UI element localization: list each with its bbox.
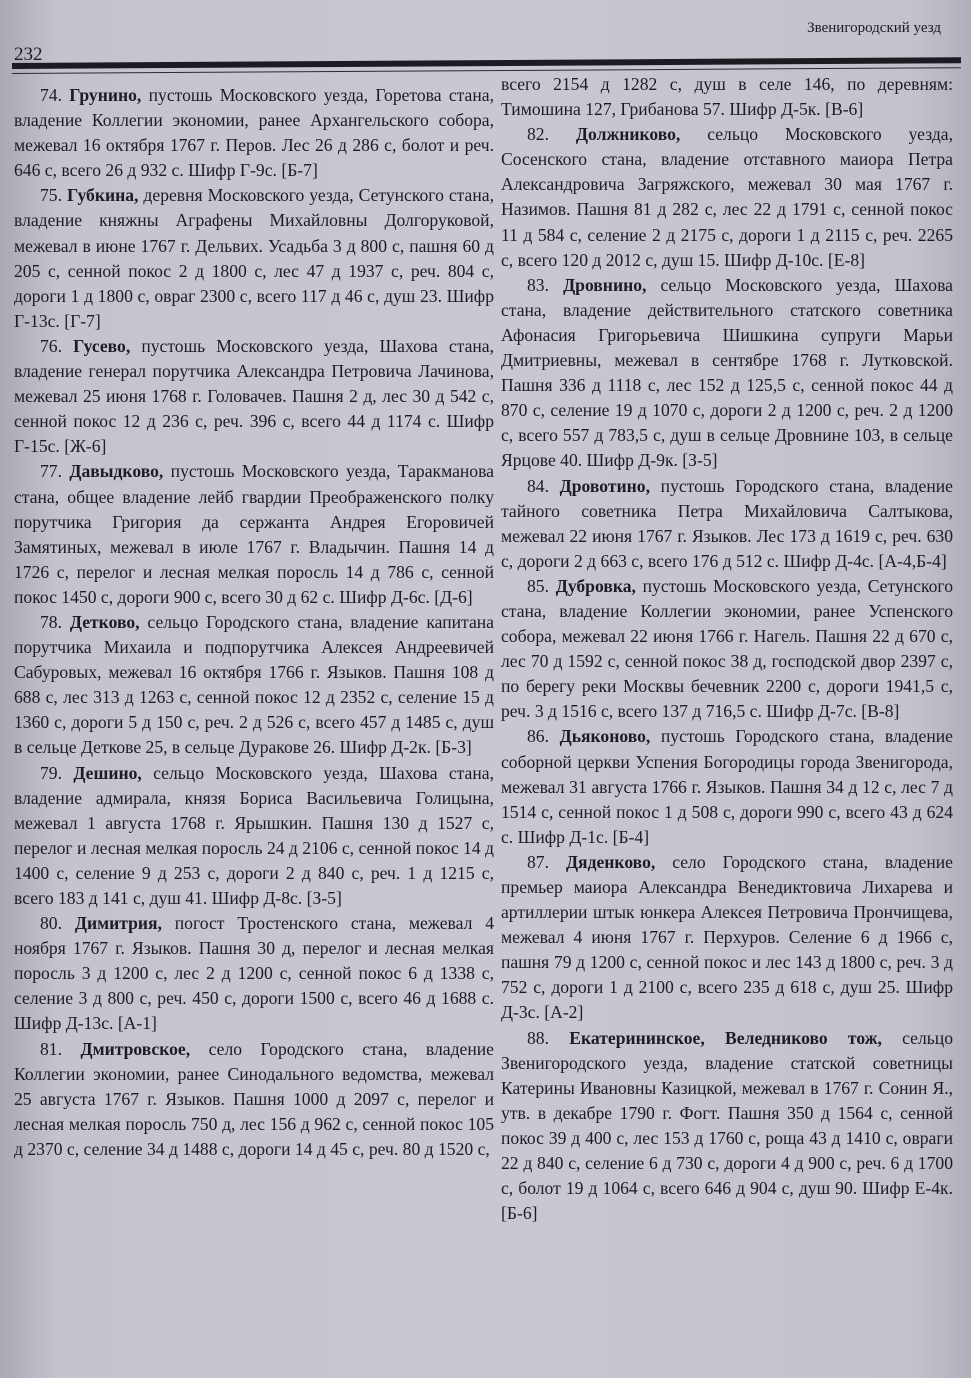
entry-text: пустошь Московского уезда, Сетунского стана, владение Коллегии экономии, ранее Успенского собора, межевал 22 июня 1766 г. Нагель. Пашня 22 д 670 с, лес 70 д 1592 с, сенной покос 38 д, господской двор 2397 с, по берегу реки Москвы бечевник 2200 с, дороги 1941,5 с, реч. 3 д 1516 с, всего 137 д 716,5 с. Шифр Д-7с. [В-8] (501, 575, 953, 722)
entry-number: 82. (527, 124, 549, 145)
entry-75 (14, 183, 494, 334)
entry-name: Дубровка, (555, 575, 636, 596)
entry-number: 75. (40, 185, 62, 206)
running-title: Звенигородский уезд (807, 20, 941, 36)
entry-number: 84. (527, 475, 549, 496)
entry-text: пустошь Московского уезда, Горетова стана, владение Коллегии экономии, ранее Архангельского собора, межевал 16 октября 1767 г. Перов. Лес 26 д 286 с, болот и реч. 646 с, всего 26 д 932 с. Шифр Г-9с. [Б-7] (14, 85, 494, 181)
entry-88 (501, 1026, 953, 1227)
entry-81 (14, 1037, 494, 1162)
entry-text: село Городского стана, владение Коллегии экономии, ранее Синодального ведомства, межевал 25 августа 1767 г. Языков. Пашня 1000 д 2097 с, перелог и лесная мелкая поросль 750 д, лес 156 д 962 с, сенной покос 105 д 2370 с, селение 34 д 1488 с, дороги 14 д 45 с, реч. 80 д 1520 с, (14, 1038, 494, 1159)
entry-name: Дьяконово, (559, 726, 651, 747)
entry-name: Дешино, (73, 762, 142, 783)
entry-83 (501, 273, 953, 474)
entry-text: сельцо Московского уезда, Шахова стана, владение адмирала, князя Бориса Васильевича Голицына, межевал 1 августа 1768 г. Ярышкин. Пашня 130 д 1527 с, перелог и лесная мелкая поросль 24 д 2106 с, сенной покос 14 д 1400 с, селение 9 д 253 с, дороги 2 д 840 с, реч. 1 д 1215 с, всего 183 д 141 с, душ 41. Шифр Д-8с. [З-5] (14, 762, 495, 908)
entry-text: погост Тростенского стана, межевал 4 ноября 1767 г. Языков. Пашня 30 д, перелог и лесная мелкая поросль 3 д 1200 с, лес 2 д 1200 с, сенной покос 6 д 1338 с, селение 3 д 800 с, реч. 450 с, дороги 1500 с, всего 46 д 1688 с. Шифр Д-13с. [А-1] (14, 913, 494, 1034)
entry-number: 80. (40, 913, 62, 934)
entry-78 (14, 610, 494, 761)
entry-number: 77. (40, 461, 62, 482)
right-column (501, 72, 953, 1226)
entry-84 (501, 474, 953, 574)
entry-name: Дмитровское, (80, 1038, 191, 1059)
entry-87 (501, 850, 953, 1026)
entry-text: пустошь Городского стана, владение тайного советника Петра Михайловича Салтыкова, межевал 22 июня 1767 г. Языков. Лес 173 д 1619 с, реч. 630 с, дороги 2 д 663 с, всего 176 д 512 с. Шифр Д-4с. [А-4,Б-4] (501, 475, 953, 571)
page-number: 232 (14, 44, 43, 65)
entry-82 (501, 122, 953, 273)
entry-number: 81. (40, 1038, 62, 1059)
entry-number: 79. (40, 762, 62, 783)
entry-name: Должниково, (575, 124, 681, 145)
left-column (14, 83, 494, 1162)
entry-number: 87. (527, 851, 549, 872)
entry-text: сельцо Городского стана, владение капитана порутчика Михаила и подпорутчика Алексея Андреевичей Сабуровых, межевал 16 октября 1766 г. Языков. Пашня 108 д 688 с, лес 313 д 1263 с, сенной покос 12 д 2352 с, селение 15 д 1360 с, дороги 5 д 150 с, реч. 2 д 526 с, всего 457 д 1485 с, душ в сельце Деткове 25, в сельце Дуракове 26. Шифр Д-2к. [Б-3] (14, 611, 494, 758)
entry-name: Губкина, (66, 185, 139, 206)
entry-name: Детково, (69, 611, 140, 632)
entry-number: 83. (527, 274, 549, 295)
entry-name: Грунино, (69, 85, 142, 105)
entry-80 (14, 911, 494, 1036)
entry-number: 74. (40, 85, 62, 105)
entry-name: Дровотино, (559, 475, 650, 496)
entry-number: 78. (40, 611, 62, 632)
entry-text: сельцо Звенигородского уезда, владение статской советницы Катерины Ивановны Казицкой, межевал в 1767 г. Сонин Я., утв. в декабре 1790 г. Фогт. Пашня 350 д 1564 с, сенной покос 39 д 400 с, лес 153 д 1760 с, роща 43 д 1410 с, овраги 22 д 840 с, селение 6 д 730 с, дороги 4 д 900 с, реч. 6 д 1700 с, болот 19 д 1064 с, всего 646 д 904 с, душ 90. Шифр Е-4к. [Б-6] (501, 1027, 953, 1224)
entry-name: Димитрия, (74, 913, 162, 934)
entry-number: 85. (527, 575, 549, 596)
entry-text: пустошь Городского стана, владение соборной церкви Успения Богородицы города Звенигорода, межевал 31 августа 1766 г. Языков. Пашня 34 д 12 с, лес 7 д 1514 с, сенной покос 1 д 508 с, дороги 990 с, всего 43 д 624 с. Шифр Д-1с. [Б-4] (501, 726, 953, 847)
entry-74 (14, 83, 494, 183)
entry-86 (501, 724, 953, 849)
entry-text: пустошь Московского уезда, Шахова стана, владение генерал порутчика Александра Петровича Лачинова, межевал 25 июня 1768 г. Головачев. Пашня 2 д, лес 30 д 542 с, сенной покос 12 д 236 с, реч. 396 с, всего 44 д 1174 с. Шифр Г-15с. [Ж-6] (14, 335, 494, 457)
entry-name: Дяденково, (565, 851, 656, 872)
entry-name: Екатерининское, Веледниково тож, (569, 1027, 882, 1048)
entry-76 (14, 334, 494, 459)
entry-number: 88. (527, 1027, 549, 1048)
entry-text: село Городского стана, владение премьер маиора Александра Венедиктовича Лихарева и артиллерии штык юнкера Алексея Петровича Прончищева, межевал 4 июня 1767 г. Перхуров. Селение 6 д 1966 с, пашня 79 д 1200 с, сенной покос и лес 143 д 1800 с, реч. 3 д 752 с, дороги 1 д 2100 с, всего 235 д 618 с, душ 25. Шифр Д-3с. [А-2] (501, 851, 953, 1023)
entry-name: Давыдково, (69, 461, 164, 482)
entry-number: 76. (40, 335, 62, 356)
entry-77 (14, 459, 494, 610)
entry-text: сельцо Московского уезда, Сосенского стана, владение отставного маиора Петра Александровича Загряжского, межевал 30 мая 1767 г. Назимов. Пашня 81 д 282 с, лес 22 д 1791 с, сенной покос 11 д 584 с, селение 2 д 2175 с, дороги 1 д 2115 с, реч. 2265 с, всего 120 д 2012 с, душ 15. Шифр Д-10с. [Е-8] (501, 124, 953, 270)
entry-number: 86. (527, 726, 549, 747)
entry-81-continuation: всего 2154 д 1282 с, душ в селе 146, по деревням: Тимошина 127, Грибанова 57. Шифр Д-5к. [В-6] (501, 74, 953, 120)
entry-text: сельцо Московского уезда, Шахова стана, владение действительного статского советника Афонасия Григорьевича Шишкина супруги Марьи Дмитриевны, межевал в сентябре 1768 г. Лутковской. Пашня 336 д 1118 с, лес 152 д 125,5 с, сенной покос 44 д 870 с, селение 19 д 1070 с, дороги 2 д 1200 с, реч. 2 д 1200 с, всего 557 д 783,5 с, душ в сельце Дровнине 103, в сельце Ярцове 40. Шифр Д-9к. [З-5] (501, 274, 953, 471)
entry-text: деревня Московского уезда, Сетунского стана, владение княжны Аграфены Михайловны Долгоруковой, межевал в июне 1767 г. Дельвих. Усадьба 3 д 800 с, пашня 60 д 205 с, сенной покос 2 д 1800 с, лес 47 д 1937 с, реч. 804 с, дороги 1 д 1800 с, овраг 2300 с, всего 117 д 46 с, душ 23. Шифр Г-13с. [Г-7] (14, 185, 494, 331)
entry-85 (501, 574, 953, 725)
entry-79 (14, 761, 494, 912)
entry-name: Гусево, (73, 335, 131, 356)
entry-text: пустошь Московского уезда, Таракманова стана, общее владение лейб гвардии Преображенского полку порутчика Григория да сержанта Андрея Егоровичей Замятиных, межевал в июле 1767 г. Владычин. Пашня 14 д 1726 с, перелог и лесная мелкая поросль 14 д 786 с, сенной покос 1450 с, дороги 900 с, всего 30 д 62 с. Шифр Д-6с. [Д-6] (14, 461, 494, 607)
entry-name: Дровнино, (563, 274, 647, 295)
